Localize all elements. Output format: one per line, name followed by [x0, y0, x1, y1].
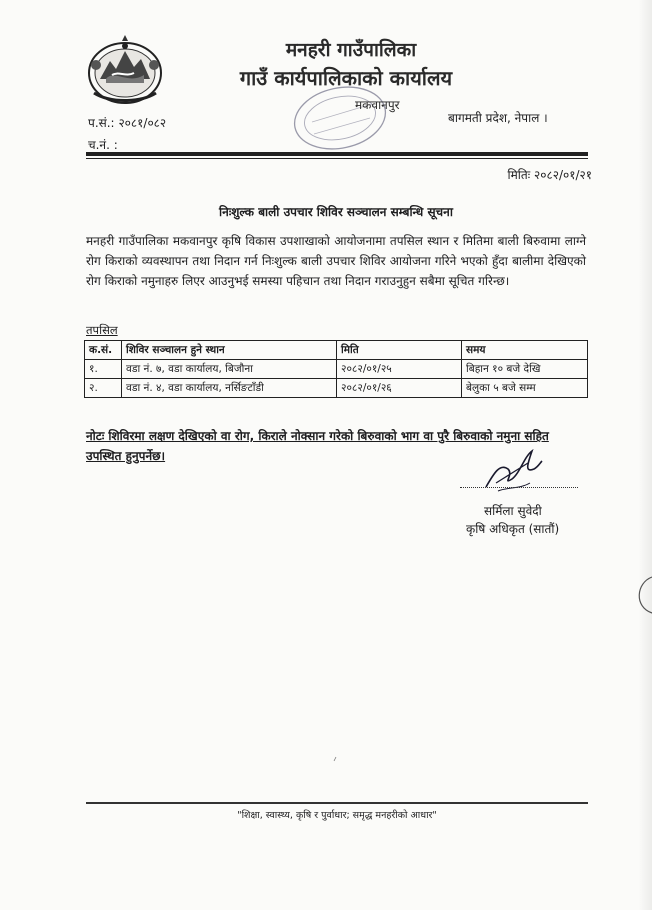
reference-label: प.सं.: — [88, 116, 115, 130]
nepal-emblem-icon — [86, 35, 164, 105]
reference-number — [88, 114, 166, 131]
notice-body: मनहरी गाउँपालिका मकवानपुर कृषि विकास उपशाखाको आयोजनामा तपसिल स्थान र मितिमा बाली बिरुवामा लाग्ने रोग किराको व्यवस्थापन तथा निदान गर्न निःशुल्क बाली उपचार शिविर आयोजना गरिने भएको हुँदा बालीमा देखिएको रोग किराको नमुनाहरु लिएर आउनुभई समस्या पहिचान तथा निदान गराउनुहुन सबैमा सूचित गरिन्छ। — [86, 234, 586, 288]
notice-date — [474, 166, 592, 183]
schedule-table — [84, 340, 588, 398]
handwritten-signature — [478, 443, 548, 498]
notice-note: नोटः शिविरमा लक्षण देखिएको वा रोग, किराले नोक्सान गरेको बिरुवाको भाग वा पुरै बिरुवाको नमुना सहित उपस्थित हुनुपर्नेछ। — [86, 429, 549, 463]
header-rule-thin — [86, 158, 588, 159]
row-sn: १. — [85, 360, 122, 379]
column-header-sn: क.सं. — [85, 341, 122, 360]
signatory-name: सर्मिला सुवेदी — [484, 504, 542, 518]
table-row — [85, 379, 588, 398]
footer-rule — [86, 802, 588, 804]
office-name: गाउँ कार्यपालिकाको कार्यालय — [239, 66, 453, 90]
reference-value: २०८१/०८२ — [118, 116, 167, 130]
footer-motto: "शिक्षा, स्वास्थ्य, कृषि र पुर्वाधार; समृद्ध मनहरीको आधार" — [237, 810, 437, 821]
dispatch-label: च.नं. : — [88, 138, 118, 152]
notice-subject: निःशुल्क बाली उपचार शिविर सञ्चालन सम्बन्धि सूचना — [219, 205, 453, 219]
row-place: वडा नं. ७, वडा कार्यालय, बिजौना — [122, 360, 337, 379]
date-label: मितिः — [507, 168, 531, 182]
row-time: बिहान १० बजे देखि — [462, 360, 588, 379]
signature-line — [460, 486, 578, 488]
details-heading: तपसिल — [86, 323, 118, 337]
date-value: २०८२/०१/२१ — [533, 168, 592, 182]
page-edge-mark — [628, 575, 652, 615]
location-name: मकवानपुर — [355, 98, 400, 112]
header-rule — [86, 152, 588, 156]
row-date: २०८२/०१/२५ — [337, 360, 462, 379]
municipality-name: मनहरी गाउँपालिका — [285, 39, 417, 61]
table-row — [85, 360, 588, 379]
row-place: वडा नं. ४, वडा कार्यालय, नर्सिङटाँडी — [122, 379, 337, 398]
row-time: बेलुका ५ बजे सम्म — [462, 379, 588, 398]
signatory-designation: कृषि अधिकृत (सातौं) — [466, 522, 560, 536]
row-sn: २. — [85, 379, 122, 398]
column-header-place: शिविर सञ्चालन हुने स्थान — [122, 341, 337, 360]
row-date: २०८२/०१/२६ — [337, 379, 462, 398]
table-header-row — [85, 341, 588, 360]
column-header-time: समय — [462, 341, 588, 360]
dispatch-number — [88, 136, 118, 153]
province-line: बागमती प्रदेश, नेपाल । — [448, 111, 548, 125]
column-header-date: मिति — [337, 341, 462, 360]
official-stamp-icon — [292, 82, 402, 152]
paper-speck — [333, 756, 337, 762]
